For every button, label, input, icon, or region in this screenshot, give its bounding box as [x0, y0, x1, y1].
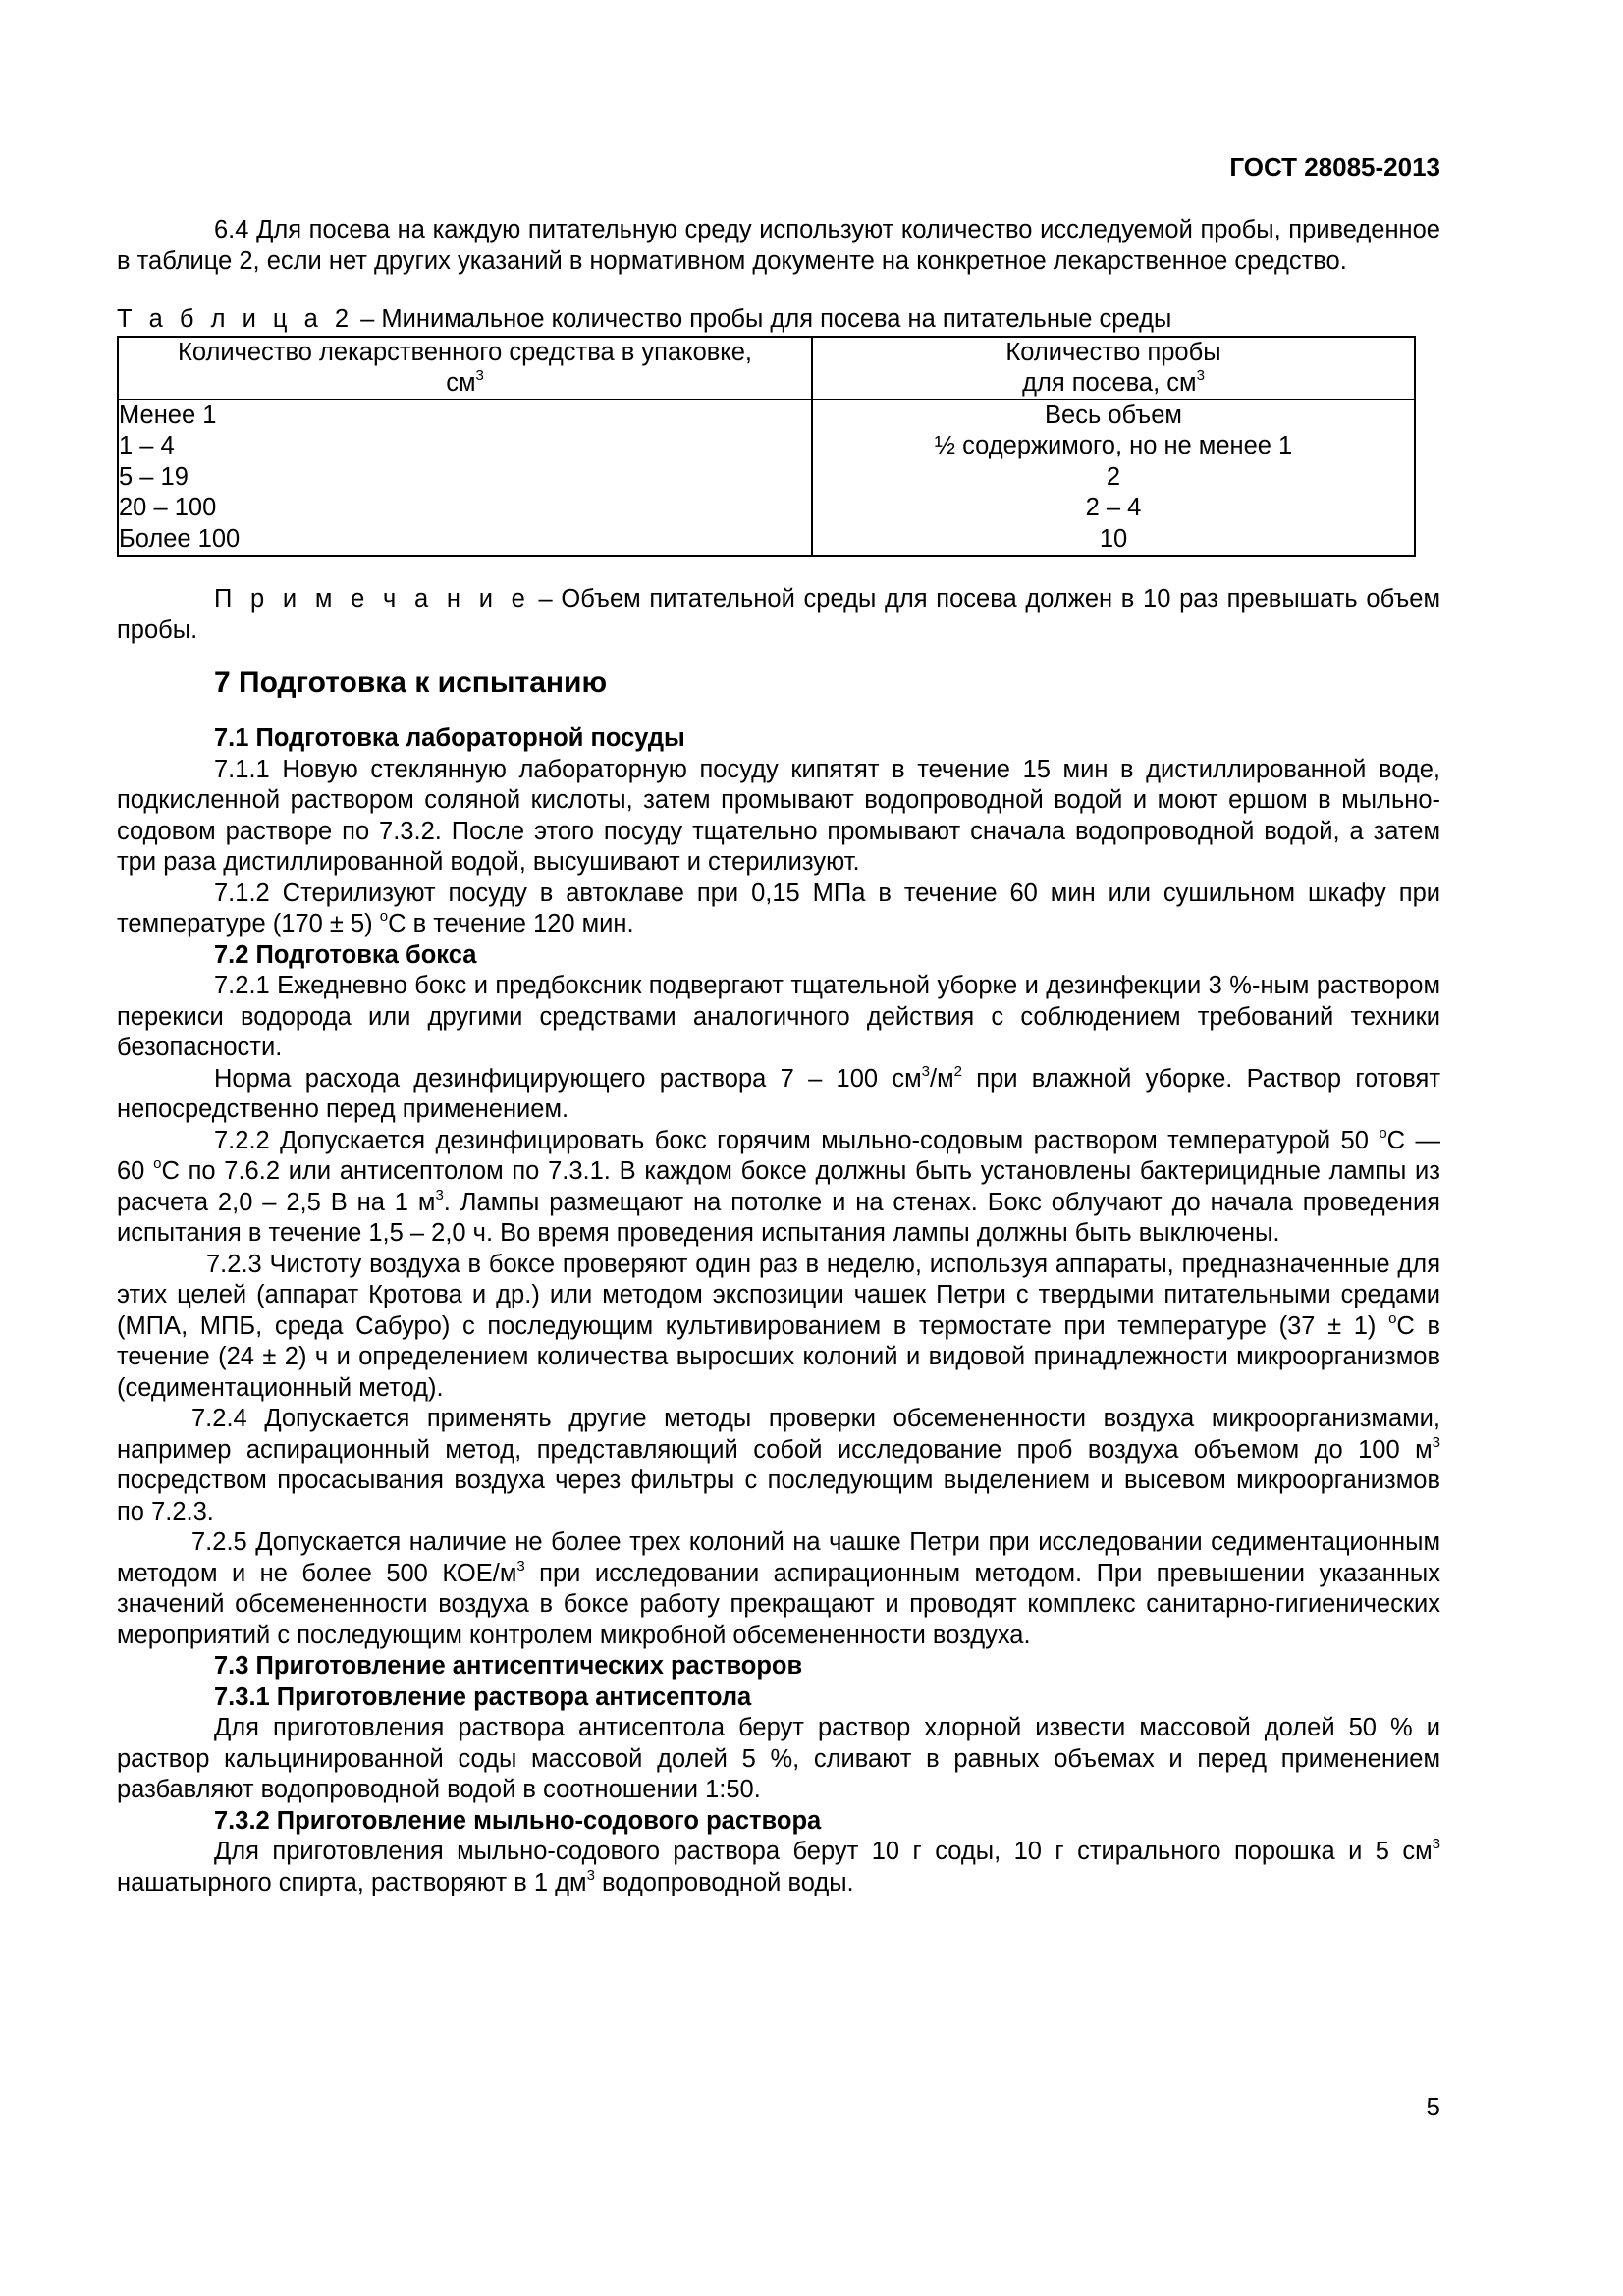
paragraph-7-2-1: 7.2.1 Ежедневно бокс и предбоксник подвергают тщательной уборке и дезинфекции 3 %-ным раствором перекиси водорода или другими средствами аналогичного действия с соблюдением требований техники безопасности.: [117, 972, 1440, 1061]
paragraph-disinfect-norm: Норма расхода дезинфицирующего раствора 7 – 100 $см^3/м^2$ при влажной уборке. Раствор готовят непосредственно перед применением.: [117, 1062, 1441, 1123]
note-label: П р и м е ч а н и е: [214, 585, 530, 613]
paragraph-7-2-3: 7.2.3 Чистоту воздуха в боксе проверяют один раз в неделю, используя аппараты, предназначенные для этих целей (аппарат Кротова и др.) или методом экспозиции чашек Петри с твердыми питательными средами (МПА, МПБ, среда Сабуро) с последующим культивированием в термостате при температуре (37 ± 1) $^o$С в течение (24 ± 2) ч и определением количества выросших колоний и видовой принадлежности микроорганизмов (седиментационный метод).: [117, 1250, 1441, 1402]
table-amount-column: [118, 400, 812, 557]
paragraph-7-3-1: Для приготовления раствора антисептола берут раствор хлорной извести массовой долей 50 % и раствор кальцинированной соды массовой долей 5 %, сливают в равных объемах и перед применением разбавляют водопроводной водой в соотношении 1:50.: [117, 1714, 1440, 1803]
col1-unit: $см^3$: [446, 366, 484, 397]
table-caption-label: Т а б л и ц а 2: [117, 305, 354, 333]
col1-header: Количество лекарственного средства в упаковке,: [177, 338, 753, 366]
section-7-1-heading: 7.1 Подготовка лабораторной посуды: [214, 724, 685, 752]
section-7-heading: 7 Подготовка к испытанию: [214, 667, 608, 699]
table-cell-sample: 10: [1099, 524, 1128, 553]
paragraph-7-1-1: 7.1.1 Новую стеклянную лабораторную посуду кипятят в течение 15 мин в дистиллированной воде, подкисленной раствором соляной кислоты, затем промывают водопроводной водой и моют ершом в мыльно-содовом растворе по 7.3.2. После этого посуду тщательно промывают сначала водопроводной водой, а затем три раза дистиллированной водой, высушивают и стерилизуют.: [117, 755, 1440, 876]
paragraph-7-2-5: 7.2.5 Допускается наличие не более трех колоний на чашке Петри при исследовании седиментационным методом и не более 500 КОЕ/$м^3$ при исследовании аспирационным методом. При превышении указанных значений обсемененности воздуха в боксе работу прекращают и проводят комплекс санитарно-гигиенических мероприятий с последующим контролем микробной обсемененности воздуха.: [117, 1528, 1440, 1649]
section-7-2-heading: 7.2 Подготовка бокса: [214, 940, 477, 969]
document-page: [117, 0, 1440, 2296]
table-2: [117, 336, 1416, 558]
page-number: 5: [1426, 2092, 1440, 2121]
table-header-cell-sample: [812, 337, 1415, 400]
col2-unit: для посева, $см^3$: [1022, 366, 1205, 397]
table-header-row: [118, 337, 1415, 400]
section-7-3-1-heading: 7.3.1 Приготовление раствора антисептола: [214, 1682, 752, 1711]
paragraph-7-2-2: 7.2.2 Допускается дезинфицировать бокс горячим мыльно-содовым раствором температурой 50 $^o$С — 60 $^o$С по 7.6.2 или антисептолом по 7.3.1. В каждом боксе должны быть установлены бактерицидные лампы из расчета 2,0 – 2,5 В на 1 $м^3$. Лампы размещают на потолке и на стенах. Бокс облучают до начала проведения испытания в течение 1,5 – 2,0 ч. Во время проведения испытания лампы должны быть выключены.: [117, 1124, 1440, 1247]
table-header-cell-amount: [118, 337, 812, 400]
table-body-row: [118, 400, 1415, 557]
paragraph-7-1-2: 7.1.2 Стерилизуют посуду в автоклаве при 0,15 МПа в течение 60 мин или сушильном шкафу при температуре (170 ± 5) $^o$С в течение 120 мин.: [117, 879, 1440, 937]
col2-header: Количество пробы: [1005, 338, 1221, 366]
table-cell-amount: 20 – 100: [119, 494, 217, 521]
table-cell-sample: 2 – 4: [1085, 494, 1142, 521]
table-cell-amount: Более 100: [119, 524, 241, 553]
standard-header: ГОСТ 28085-2013: [1229, 152, 1440, 182]
document-body: [117, 215, 1440, 1898]
table-sample-column: [812, 400, 1415, 557]
table-cell-amount: 5 – 19: [119, 462, 189, 491]
table-note: [117, 584, 1440, 646]
table-cell-amount: Менее 1: [119, 400, 217, 429]
paragraph-7-3-2: Для приготовления мыльно-содового раствора берут 10 г соды, 10 г стирального порошка и 5 $см^3$ нашатырного спирта, растворяют в 1 $дм^3$ водопроводной воды.: [117, 1836, 1440, 1896]
note-text: – Объем питательной среды для посева должен в 10 раз превышать объем пробы.: [117, 585, 1440, 644]
section-7-3-2-heading: 7.3.2 Приготовление мыльно-содового раствора: [214, 1806, 822, 1835]
table-cell-sample: ½ содержимого, но не менее 1: [934, 432, 1293, 459]
table-caption-text: – Минимальное количество пробы для посева на питательные среды: [353, 305, 1172, 333]
table-2-caption: [117, 304, 1440, 336]
paragraph-6-4: 6.4 Для посева на каждую питательную среду используют количество исследуемой пробы, приведенное в таблице 2, если нет других указаний в нормативном документе на конкретное лекарственное средство.: [117, 216, 1440, 275]
table-cell-sample: Весь объем: [1045, 400, 1182, 429]
table-cell-sample: 2: [1106, 462, 1121, 491]
table-cell-amount: 1 – 4: [119, 432, 175, 459]
section-7-3-heading: 7.3 Приготовление антисептических растворов: [214, 1652, 803, 1680]
paragraph-7-2-4: 7.2.4 Допускается применять другие методы проверки обсемененности воздуха микроорганизмами, например аспирационный метод, представляющий собой исследование проб воздуха объемом до 100 $м^3$ посредством просасывания воздуха через фильтры с последующим выделением и высевом микроорганизмов по 7.2.3.: [117, 1405, 1440, 1525]
